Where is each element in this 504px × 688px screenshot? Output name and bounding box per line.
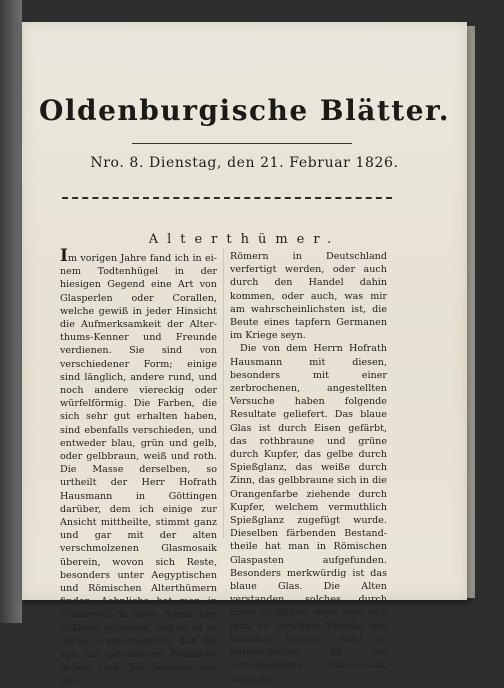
masthead-rule <box>132 143 352 144</box>
scanner-background <box>0 0 22 623</box>
drop-initial: I <box>60 246 68 266</box>
article-paragraph <box>60 246 217 688</box>
document-page <box>22 22 467 687</box>
issue-line: Nro. 8. Dienstag, den 21. Februar 1826. <box>90 155 399 171</box>
article-column-right <box>230 250 387 686</box>
section-title: Alterthümer. <box>148 232 341 247</box>
article-paragraph: Die von dem Herrn Hofrath Hausmann mit diesen, besonders mit einer zerbrochenen, angestellten Versuche haben folgende Resultate geliefert. Das blaue Glas ist durch Eisen gefärbt, das rothbraune und grüne durch Kupfer, das gelbe durch Spießglanz, das weiße durch Zinn, das gelbbraune sich in die Orangenfarbe ziehende durch Kupfer, welchem vermuthlich Spießglanz zugefügt wurde. Dieselben färbenden Bestandtheile hat man in Römischen Glaspasten aufgefunden. Besonders merkwürdig ist das blaue Glas. Die Alten verstanden, solches durch Eisen zu färben, wozu man sich jetzt zu gleichem Zwecke des Kobaltes bedient. Wohl zu unterscheiden ist die verschmolzene Glasmosaik, wozu die <box>230 343 387 685</box>
masthead-title: Oldenburgische Blätter. <box>39 94 450 127</box>
article-column-left <box>60 246 217 688</box>
dashed-separator <box>62 197 392 201</box>
article-paragraph: Römern in Deutschland verfertigt werden, oder auch durch den Handel dahin kommen, oder auch, was mir am wahrscheinlichsten ist, die Beute eines tapfern Germanen im Kriege seyn. <box>230 251 387 342</box>
paragraph-text: m vorigen Jahre fand ich in einem Todtenhügel in der hiesigen Gegend eine Art von Glasperlen oder Corallen, welche gewiß in jeder Hinsicht die Aufmerksamkeit der Alterthums-Kenner und Freunde verdienen. Sie sind von verschiedener Form; einige sind länglich, andere rund, und noch andere viereckig oder würfelförmig. Die Farben, die sich sehr gut erhalten haben, sind ebenfalls verschieden, und entweder blau, grün und gelb, oder gelbbraun, weiß und roth. Die Masse derselben, so urtheilt der Herr Hofrath Hausmann in Göttingen darüber, dem ich einige zur Ansicht mittheilte, stimmt ganz und gar mit der alten verschmolzenen Glasmosaik überein, wovon sich Reste, besonders unter Aegyptischen und Römischen Alterthümern finden. Aehnliche hat man in Frankreich in alten Römischen Gräbern gefunden, und so ist es höchst wahrscheinlich, daß die von mir gefundenen Römische Arbeit sind. Sie konnten von den <box>60 253 217 687</box>
column-gutter <box>223 248 224 538</box>
page-edge-shadow <box>467 26 475 598</box>
